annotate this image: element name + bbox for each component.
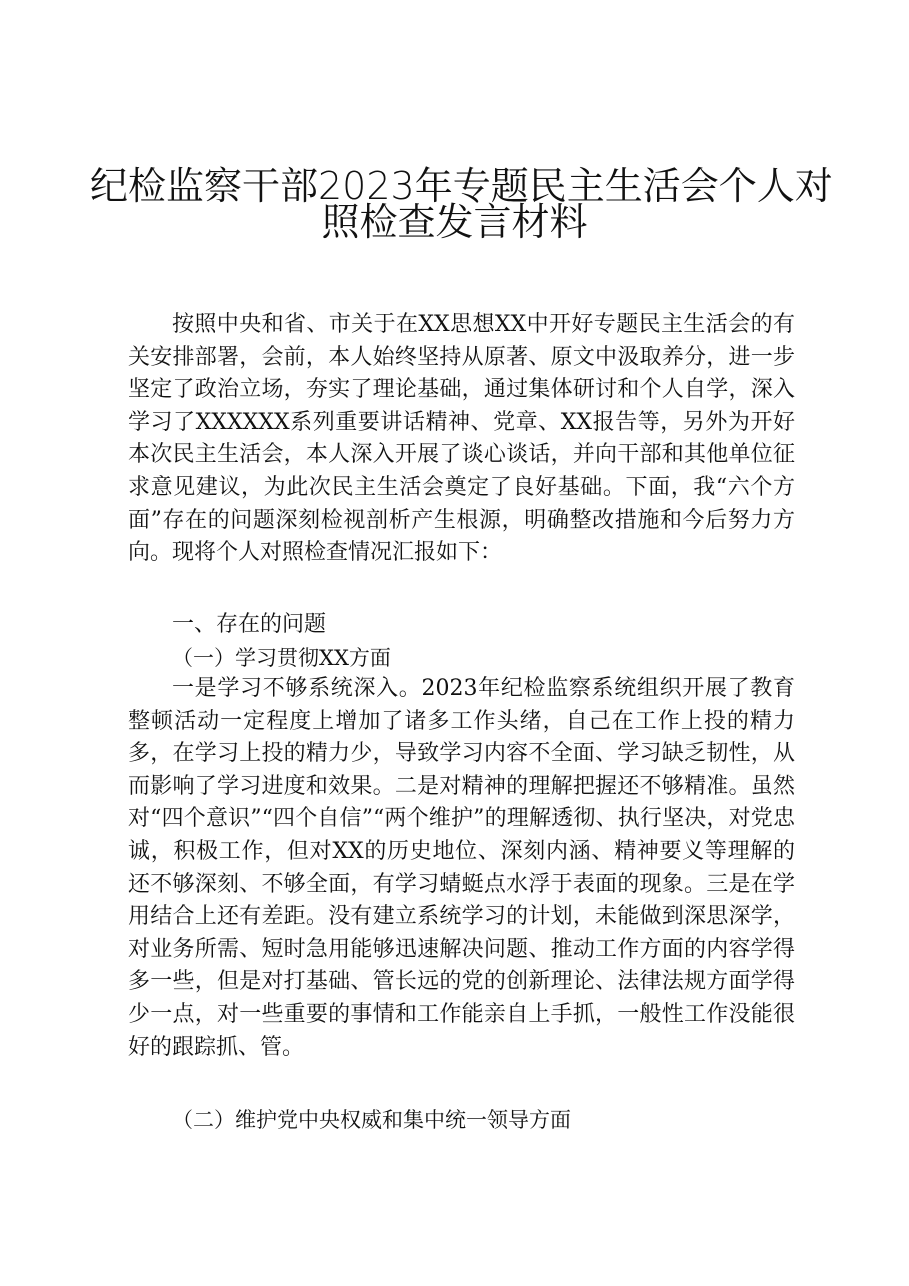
document-title-line-1: 纪检监察干部2023年专题民主生活会个人对 (90, 164, 833, 208)
subsection-heading-study: （一）学习贯彻XX方面 (172, 646, 391, 670)
section-heading-problems: 一、存在的问题 (172, 612, 327, 637)
intro-paragraph: 按照中央和省、市关于在XX思想XX中开好专题民主生活会的有关安排部署，会前，本人始终坚持从原著、原文中汲取养分，进一步坚定了政治立场，夯实了理论基础，通过集体研讨和个人自学，深入学习了XXXXXX系列重要讲话精神、党章、XX报告等，另外为开好本次民主生活会，本人深入开展了谈心谈话，并向干部和其他单位征求意见建议，为此次民主生活会奠定了良好基础。下面，我“六个方面”存在的问题深刻检视剖析产生根源，明确整改措施和今后努力方向。现将个人对照检查情况汇报如下： (128, 312, 795, 566)
document-title-line-2: 照检查发言材料 (321, 200, 588, 244)
subsection-heading-authority: （二）维护党中央权威和集中统一领导方面 (172, 1108, 571, 1132)
study-paragraph: 一是学习不够系统深入。2023年纪检监察系统组织开展了教育整顿活动一定程度上增加了诸多工作头绪，自己在工作上投的精力多，在学习上投的精力少，导致学习内容不全面、学习缺乏韧性，从而影响了学习进度和效果。二是对精神的理解把握还不够精准。虽然对“四个意识”“四个自信”“两个维护”的理解透彻、执行坚决，对党忠诚，积极工作，但对XX的历史地位、深刻内涵、精神要义等理解的还不够深刻、不够全面，有学习蜻蜓点水浮于表面的现象。三是在学用结合上还有差距。没有建立系统学习的计划，未能做到深思深学，对业务所需、短时急用能够迅速解决问题、推动工作方面的内容学得多一些，但是对打基础、管长远的党的创新理论、法律法规方面学得少一点，对一些重要的事情和工作能亲自上手抓，一般性工作没能很好的跟踪抓、管。 (128, 676, 795, 1060)
